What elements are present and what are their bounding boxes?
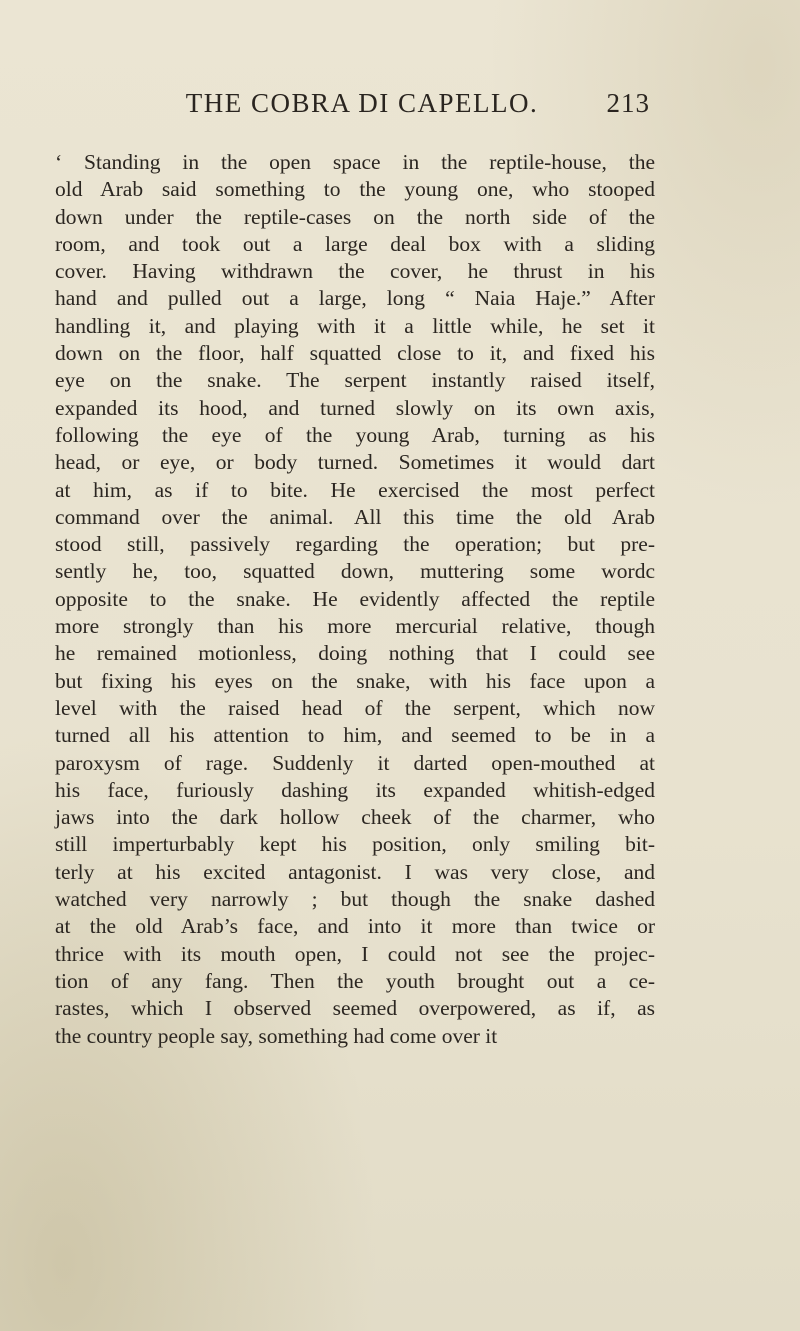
text-line: down under the reptile-cases on the north side of the [55, 204, 655, 229]
text-line: stood still, passively regarding the operation; but pre- [55, 532, 655, 557]
text-line: at him, as if to bite. He exercised the most perfect [55, 477, 655, 502]
running-title: THE COBRA DI CAPELLO. [185, 88, 539, 118]
body-paragraph [55, 149, 655, 1050]
text-line: tion of any fang. Then the youth brought out a ce- [55, 968, 655, 993]
text-line: expanded its hood, and turned slowly on its own axis, [55, 395, 655, 420]
text-line: he remained motionless, doing nothing that I could see [55, 641, 655, 666]
text-line: old Arab said something to the young one, who stooped [55, 177, 655, 202]
text-line: terly at his excited antagonist. I was very close, and [55, 859, 655, 884]
text-line: the country people say, something had come over it [55, 1023, 498, 1048]
text-line: jaws into the dark hollow cheek of the charmer, who [55, 805, 655, 830]
page-number: 213 [606, 88, 650, 118]
text-line: sently he, too, squatted down, muttering some wordc [55, 559, 655, 584]
text-line: but fixing his eyes on the snake, with his face upon a [55, 668, 655, 693]
text-line: thrice with its mouth open, I could not see the projec- [55, 941, 655, 966]
running-head [144, 88, 650, 128]
text-line: at the old Arab’s face, and into it more than twice or [55, 914, 655, 939]
text-line: level with the raised head of the serpent, which now [55, 695, 655, 720]
text-line: watched very narrowly ; but though the snake dashed [55, 887, 655, 912]
text-line: following the eye of the young Arab, turning as his [55, 422, 655, 447]
text-line: paroxysm of rage. Suddenly it darted open-mouthed at [55, 750, 655, 775]
text-line: down on the floor, half squatted close to it, and fixed his [55, 341, 655, 366]
text-line: turned all his attention to him, and seemed to be in a [55, 723, 655, 748]
text-line: still imperturbably kept his position, only smiling bit- [55, 832, 655, 857]
text-line: eye on the snake. The serpent instantly raised itself, [55, 368, 655, 393]
text-line: more strongly than his more mercurial relative, though [55, 614, 655, 639]
text-line: his face, furiously dashing its expanded whitish-edged [55, 777, 655, 802]
text-line: opposite to the snake. He evidently affected the reptile [55, 586, 655, 611]
text-line: command over the animal. All this time the old Arab [55, 504, 655, 529]
text-line: hand and pulled out a large, long “ Naia Haje.” After [55, 286, 655, 311]
text-line: handling it, and playing with it a little while, he set it [55, 313, 655, 338]
text-line: rastes, which I observed seemed overpowered, as if, as [55, 996, 655, 1021]
text-line: head, or eye, or body turned. Sometimes it would dart [55, 450, 655, 475]
text-line: ‘ Standing in the open space in the reptile-house, the [55, 150, 655, 174]
text-line: cover. Having withdrawn the cover, he thrust in his [55, 259, 655, 284]
text-line: room, and took out a large deal box with a sliding [55, 231, 655, 256]
